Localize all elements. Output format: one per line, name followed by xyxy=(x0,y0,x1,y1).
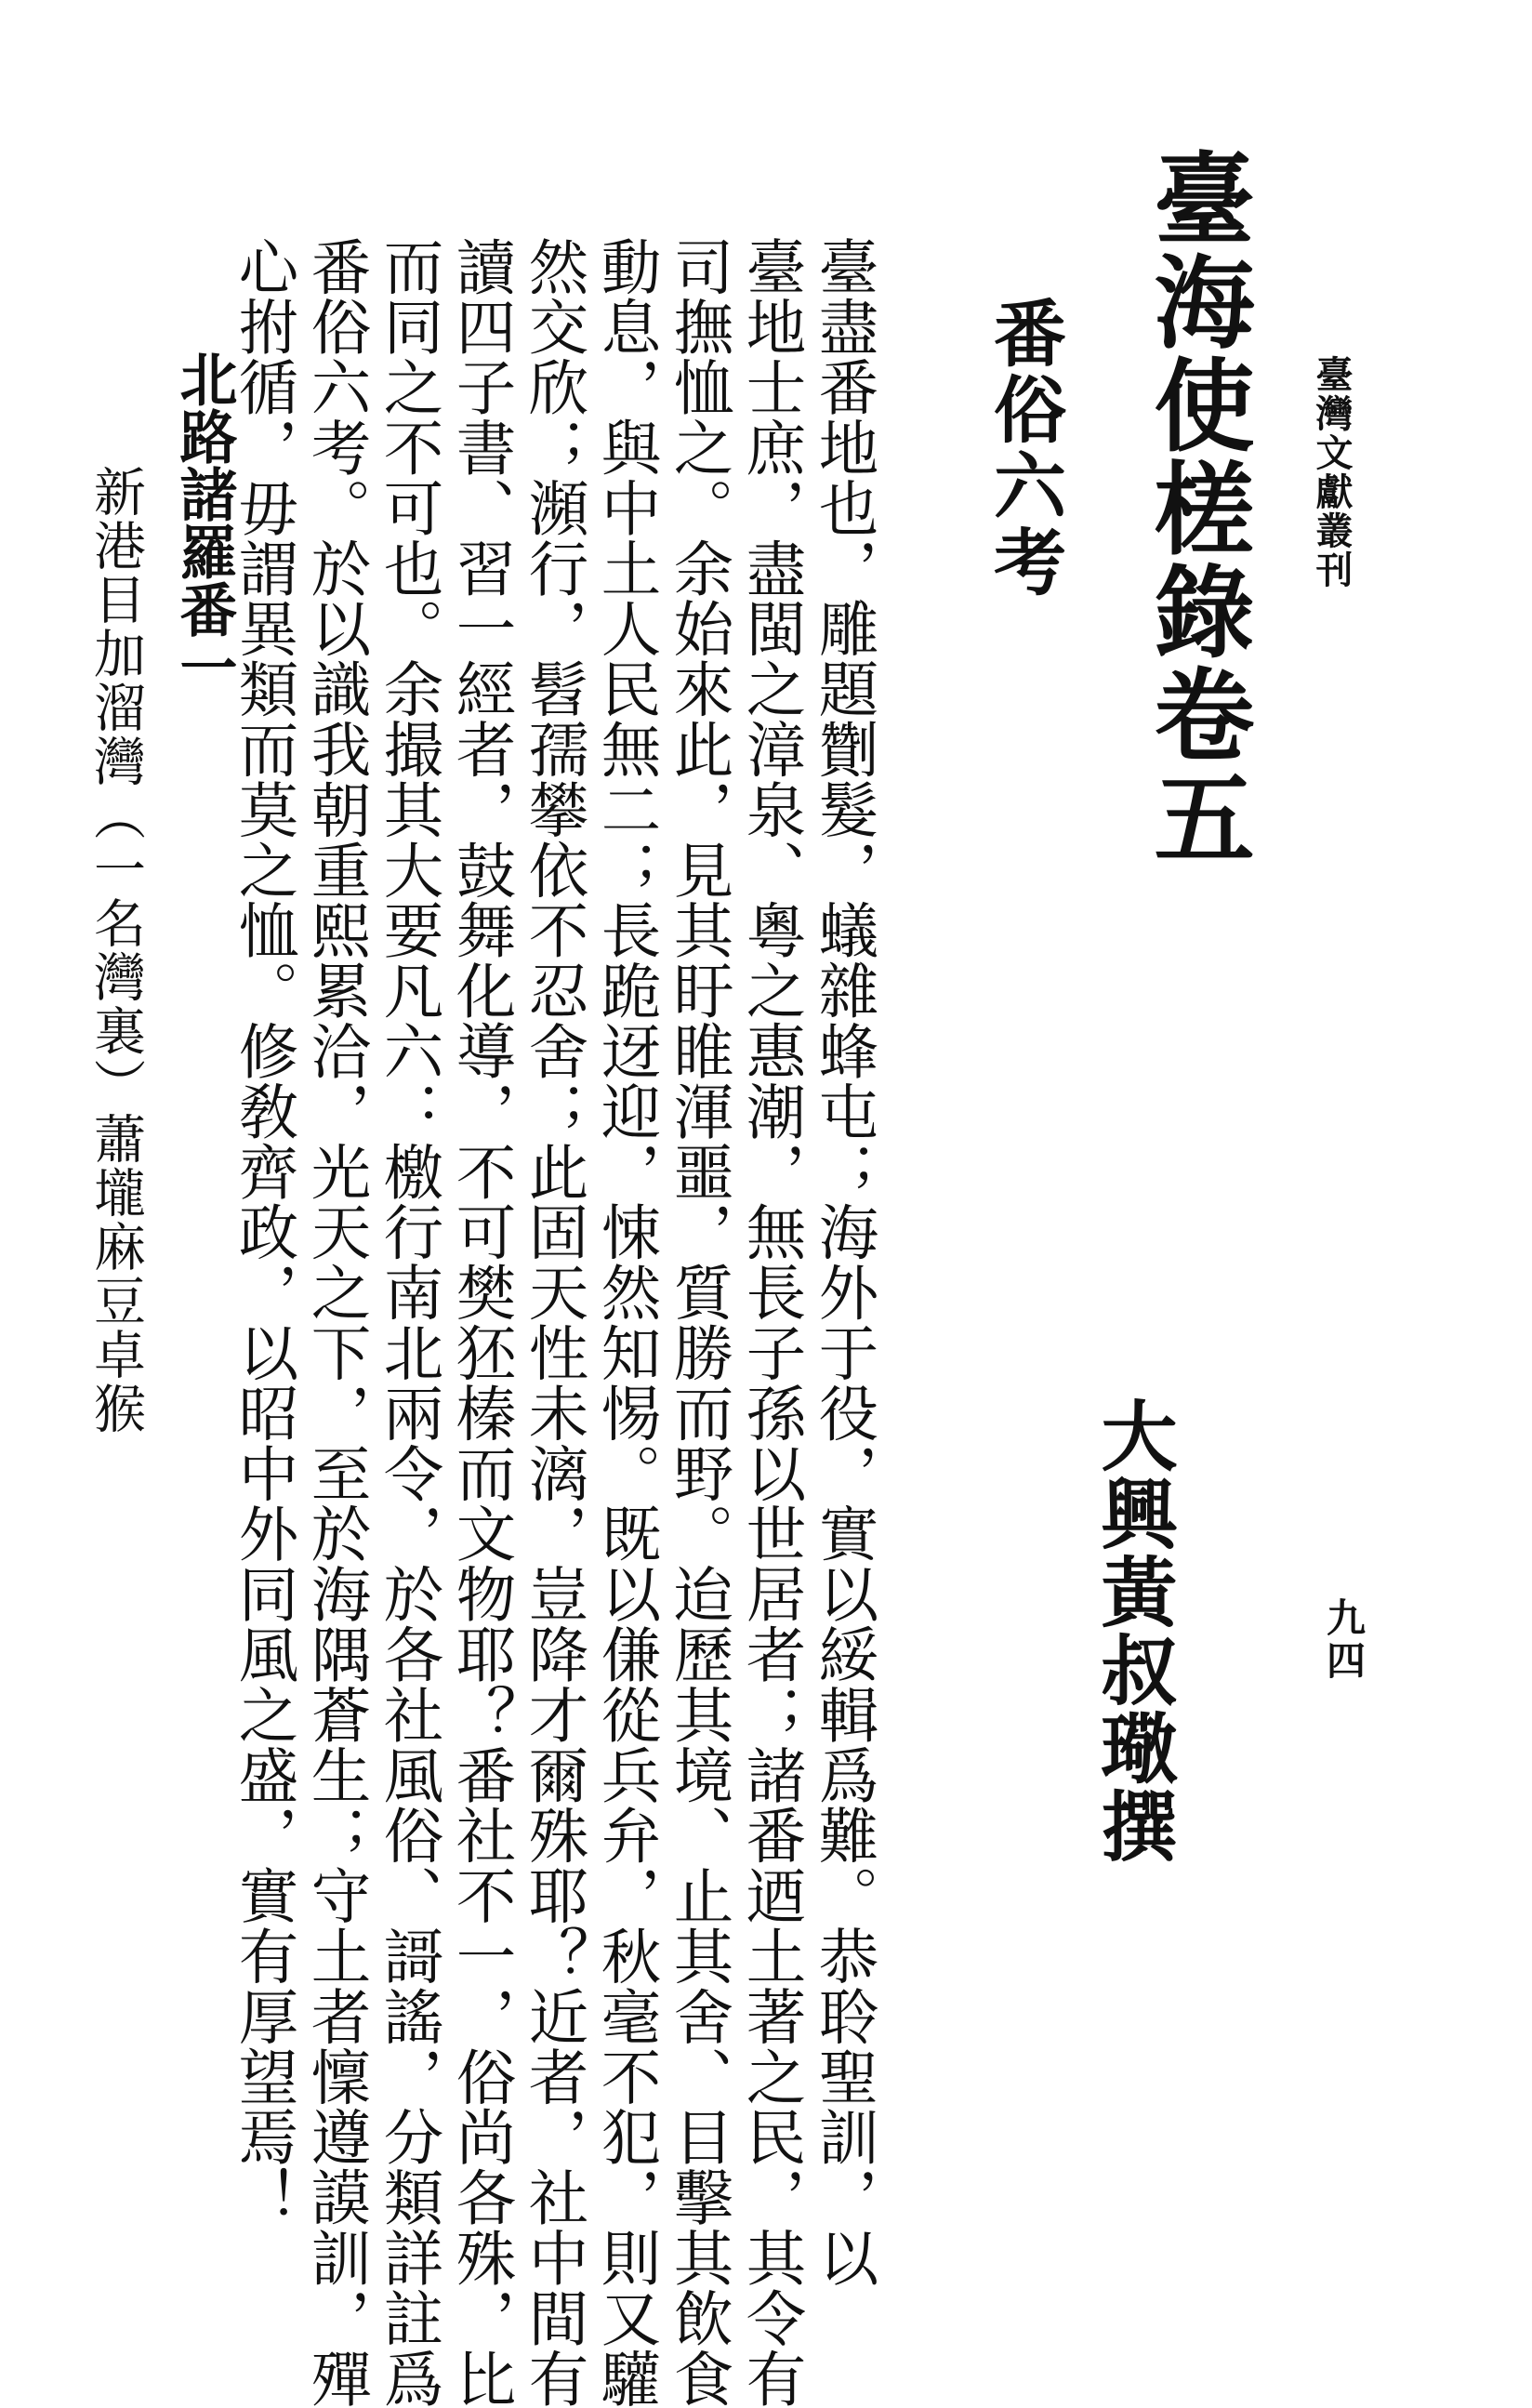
body-text xyxy=(229,236,969,2408)
body-line: 動息，與中土人民無二；長跪迓迎，悚然知惕。既以傔從兵弁，秋毫不犯，則又驩 xyxy=(591,236,661,2408)
section-heading: 番俗六考 xyxy=(982,296,1066,601)
village-name: 卓猴 xyxy=(86,1328,146,1436)
book-title: 臺海使槎錄卷五 xyxy=(1137,147,1254,869)
body-line: 臺盡番地也，雕題劗髮，蟻雜蜂屯；海外于役，實以綏輯爲難。恭聆聖訓，以 xyxy=(809,236,878,2288)
series-title: 臺灣文獻叢刊 xyxy=(1310,355,1354,589)
village-list xyxy=(86,465,146,1436)
subsection-heading: 北路諸羅番一 xyxy=(170,350,238,695)
village-name: 麻豆 xyxy=(86,1220,146,1328)
body-line: 然交欣；瀕行，髫孺攀依不忍舍；此固天性未漓，豈降才爾殊耶？近者，社中間有 xyxy=(519,236,588,2408)
body-line: 司撫恤之。余始來此，見其盱睢渾噩，質勝而野。迨歷其境、止其舍、目擊其飲食 xyxy=(664,236,733,2408)
body-line: 心拊循，毋謂異類而莫之恤。修敎齊政，以昭中外同風之盛，實有厚望焉！ xyxy=(229,236,298,2228)
page-number: 九四 xyxy=(1321,1597,1367,1683)
body-line: 而同之不可也。余撮其大要凡六：檄行南北兩令，於各社風俗、謌謠，分類詳註爲 xyxy=(374,236,443,2408)
village-name: 新港 xyxy=(86,465,146,573)
author-line: 大興黃叔璥撰 xyxy=(1089,1396,1178,1865)
body-line: 番俗六考。於以識我朝重熙累洽，光天之下，至於海隅蒼生；守土者懍遵謨訓，殫 xyxy=(301,236,371,2408)
village-name: 目加溜灣（一名灣裏） xyxy=(86,573,146,1112)
body-line: 臺地士庶，盡閩之漳泉、粵之惠潮，無長子孫以世居者；諸番迺土著之民，其令有 xyxy=(736,236,806,2408)
body-line: 讀四子書、習一經者，鼓舞化導，不可樊狉榛而文物耶？番社不一，俗尚各殊，比 xyxy=(446,236,516,2408)
village-name: 蕭壠 xyxy=(86,1112,146,1220)
